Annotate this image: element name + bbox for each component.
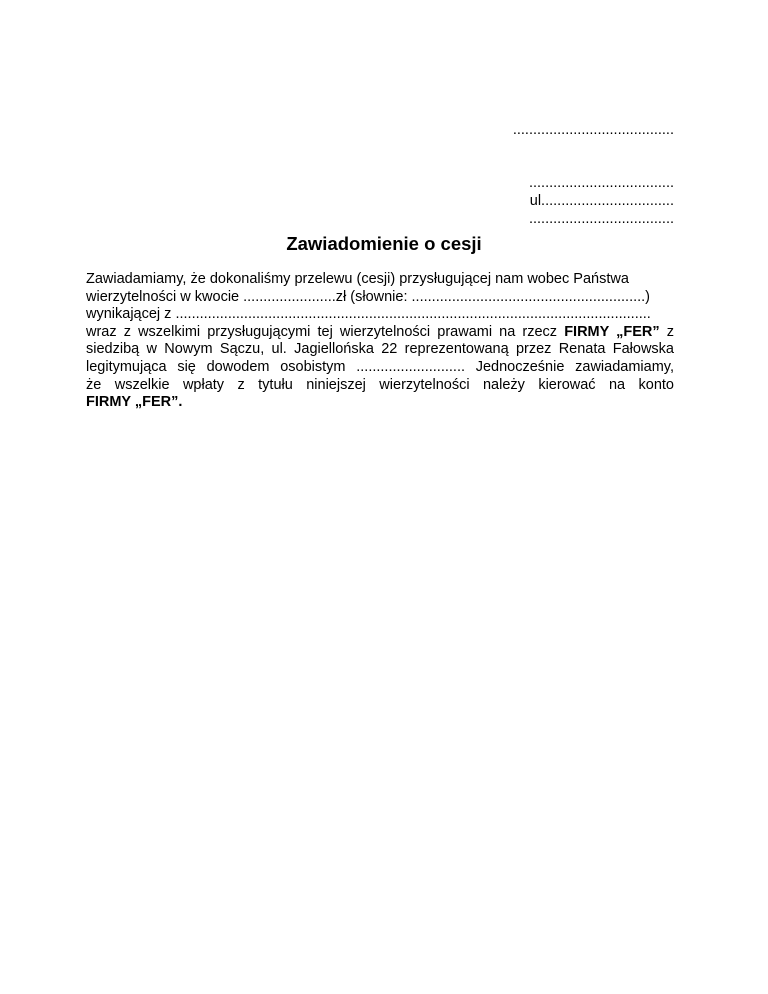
- address-line-city: ....................................: [528, 211, 674, 227]
- recipient-address: [400, 174, 674, 228]
- body-line-2: wierzytelności w kwocie .......................zł (słownie: ..........................................................): [86, 288, 651, 305]
- notice-body: [86, 271, 674, 412]
- body-line-4-text: wraz z wszelkimi przysługującymi tej wierzytelności prawami na rzecz: [86, 323, 558, 340]
- body-line-5: siedzibą w Nowym Sączu, ul. Jagiellońska 22 reprezentowaną przez Renata Fałowska: [86, 341, 674, 358]
- date-place-line: ........................................: [512, 122, 674, 138]
- address-line-street: ul.................................: [529, 193, 674, 209]
- company-name-bold: FIRMY „FER”: [564, 323, 660, 340]
- body-line-6: legitymująca się dowodem osobistym ........................... Jednocześnie zawiadamiamy,: [86, 358, 674, 375]
- body-line-8: [86, 394, 674, 412]
- document-title: Zawiadomienie o cesji: [286, 233, 482, 254]
- body-line-3: wynikającej z ......................................................................................................................: [86, 306, 651, 323]
- body-line-7: że wszelkie wpłaty z tytułu niniejszej wierzytelności należy kierować na konto: [86, 376, 674, 393]
- address-line-name: ....................................: [528, 175, 674, 191]
- body-line-4-end: z: [666, 323, 675, 340]
- body-line-4: [86, 324, 674, 342]
- company-name-bold-final: FIRMY „FER”.: [86, 394, 183, 411]
- body-line-1: Zawiadamiamy, że dokonaliśmy przelewu (cesji) przysługującej nam wobec Państwa: [86, 271, 629, 287]
